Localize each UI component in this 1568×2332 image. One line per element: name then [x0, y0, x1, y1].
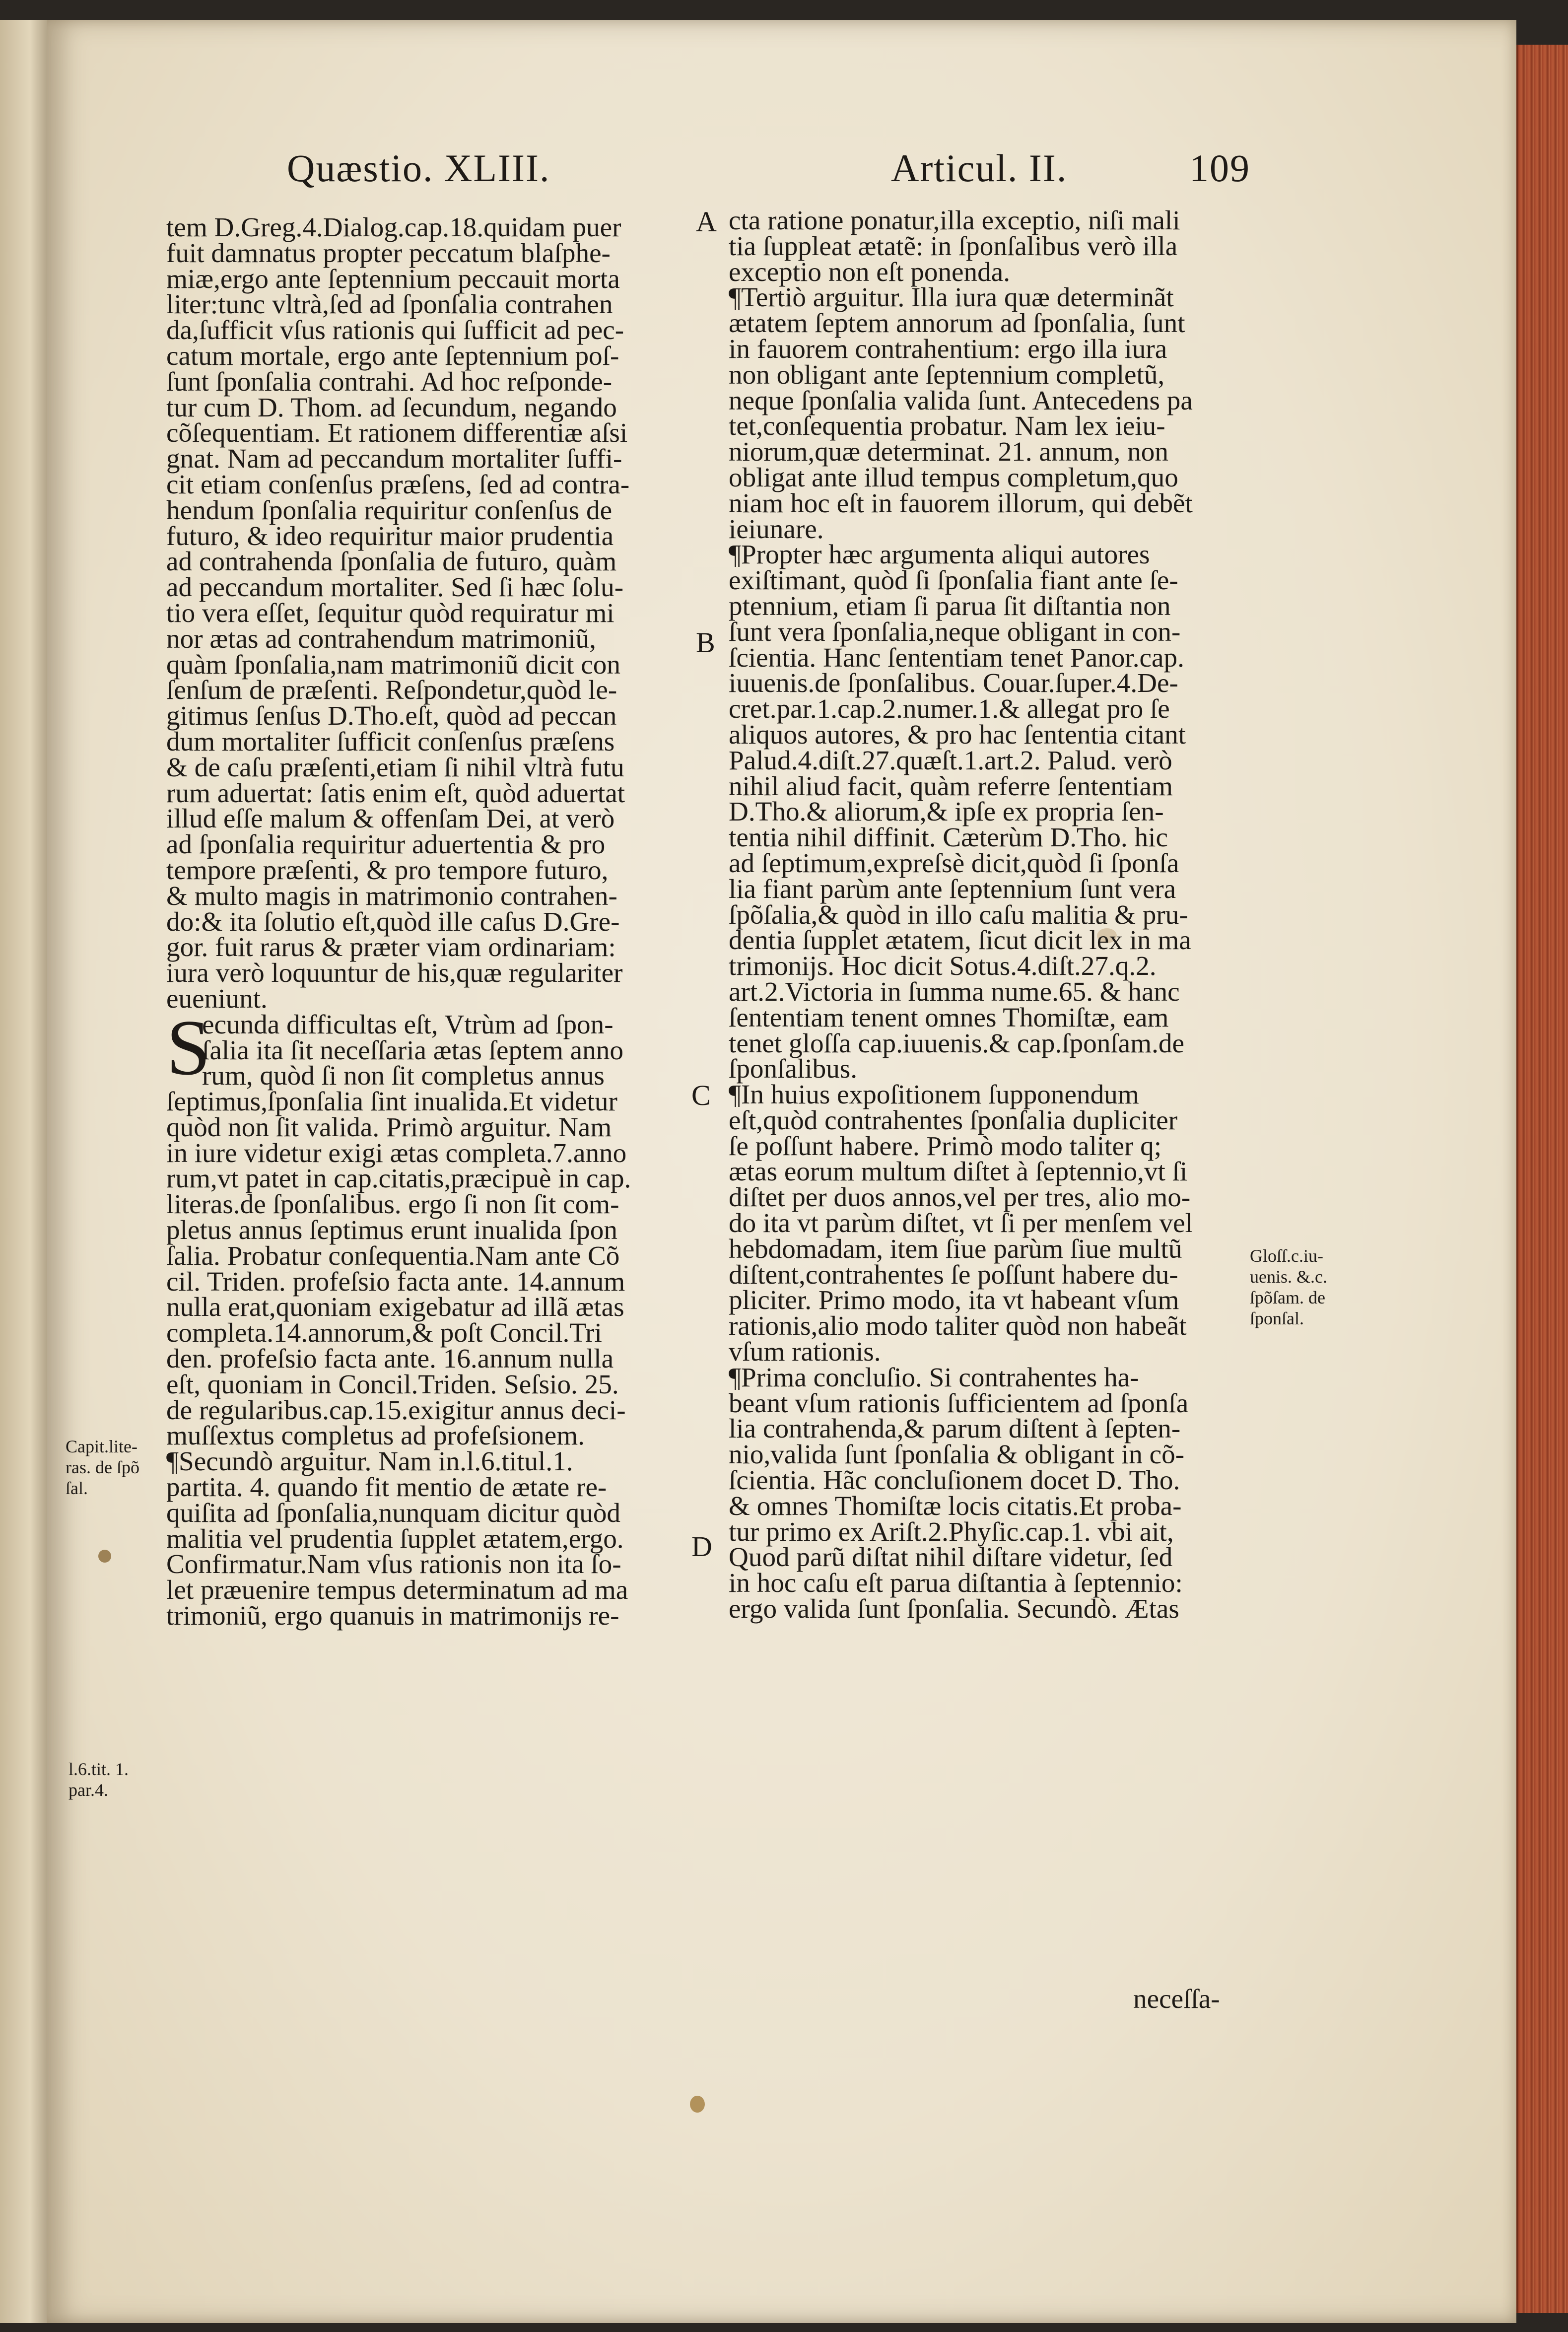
text-line: tenet gloſſa cap.iuuenis.& cap.ſponſam.de: [729, 1028, 1184, 1058]
text-line: Capit.lite-: [66, 1437, 137, 1456]
running-header-center: Articul. II.: [891, 146, 1068, 190]
text-line: & omnes Thomiſtæ locis citatis.Et proba-: [729, 1490, 1182, 1521]
text-line: ſententiam tenent omnes Thomiſtæ, eam: [729, 1002, 1169, 1032]
text-line: quòd non ſit valida. Primò arguitur. Nam: [166, 1111, 612, 1142]
text-line: diſtent,contrahentes ſe poſſunt habere du-: [729, 1259, 1178, 1290]
text-line: ieiunare.: [729, 513, 824, 544]
text-line: ad contrahenda ſponſalia de futuro, quàm: [166, 546, 617, 577]
text-line: exiſtimant, quòd ſi ſponſalia fiant ante ſe-: [729, 565, 1178, 596]
text-line: pletus annus ſeptimus erunt inualida ſpon: [166, 1215, 617, 1245]
dropcap-paragraph: [166, 1003, 631, 1092]
text-line: ecunda difficultas eſt, Vtrùm ad ſpon-: [202, 1009, 614, 1039]
margin-note-l6-tit1: [68, 1759, 129, 1800]
text-line: hendum ſponſalia requiritur conſenſus de: [166, 494, 613, 525]
text-line: ſpõſam. de: [1250, 1288, 1325, 1307]
text-line: cõſequentiam. Et rationem differentiæ aſsi: [166, 417, 628, 448]
text-line: catum mortale, ergo ante ſeptennium poſ-: [166, 340, 619, 371]
text-line: nihil aliud facit, quàm referre ſententiam: [729, 770, 1173, 801]
text-line: ſalia. Probatur conſequentia.Nam ante Cõ: [166, 1240, 620, 1271]
text-line: ſal.: [66, 1478, 88, 1498]
text-line: ſpõſalia,& quòd in illo caſu malitia & pru-: [729, 899, 1188, 930]
text-line: non obligant ante ſeptennium completũ,: [729, 359, 1165, 390]
text-line: muſſextus completus ad profeſsionem.: [166, 1420, 585, 1451]
text-line: ſenſum de præſenti. Reſpondetur,quòd le-: [166, 675, 617, 705]
text-line: beant vſum rationis ſufficientem ad ſponſa: [729, 1387, 1189, 1418]
text-line: ¶Secundò arguitur. Nam in.l.6.titul.1.: [166, 1446, 573, 1477]
text-line: iuuenis.de ſponſalibus. Couar.ſuper.4.De-: [729, 668, 1178, 698]
text-line: ſcientia. Hanc ſententiam tenet Panor.cap.: [729, 642, 1184, 673]
text-line: neque ſponſalia valida ſunt. Antecedens pa: [729, 385, 1193, 415]
text-line: trimonijs. Hoc dicit Sotus.4.diſt.27.q.2.: [729, 951, 1157, 981]
text-line: tur cum D. Thom. ad ſecundum, negando: [166, 392, 617, 422]
text-line: ætatem ſeptem annorum ad ſponſalia, ſunt: [729, 308, 1185, 339]
text-line: & de caſu præſenti,etiam ſi nihil vltrà futu: [166, 752, 624, 782]
text-line: tia ſuppleat ætatẽ: in ſponſalibus verò illa: [729, 230, 1178, 261]
text-line: cret.par.1.cap.2.numer.1.& allegat pro ſe: [729, 693, 1170, 724]
text-line: ſponſalibus.: [729, 1053, 858, 1084]
text-line: ¶In huius expoſitionem ſupponendum: [729, 1079, 1139, 1110]
text-line: nulla erat,quoniam exigebatur ad illã ætas: [166, 1292, 624, 1322]
text-line: ſeptimus,ſponſalia ſint inualida.Et videtur: [166, 1086, 617, 1117]
text-line: liter:tunc vltrà,ſed ad ſponſalia contrahen: [166, 289, 613, 320]
text-line: vſum rationis.: [729, 1336, 881, 1367]
text-line: gor. fuit rarus & præter viam ordinariam:: [166, 932, 616, 962]
text-line: art.2.Victoria in ſumma nume.65. & hanc: [729, 976, 1180, 1007]
text-line: dum mortaliter ſufficit conſenſus præſens: [166, 726, 615, 756]
text-line: exceptio non eſt ponenda.: [729, 256, 1011, 287]
text-line: quàm ſponſalia,nam matrimoniũ dicit con: [166, 649, 620, 680]
section-letter-c: C: [691, 1079, 711, 1111]
text-line: ætas eorum multum diſtet à ſeptennio,vt ſi: [729, 1156, 1188, 1187]
text-line: cit etiam conſenſus præſens, ſed ad contra-: [166, 469, 630, 499]
text-line: rum,vt patet in cap.citatis,præcipuè in cap.: [166, 1163, 631, 1194]
text-line: nio,valida ſunt ſponſalia & obligant in cõ-: [729, 1439, 1185, 1470]
text-line: do ita vt parùm diſtet, vt ſi per menſem vel: [729, 1208, 1193, 1238]
text-line: den. profeſsio facta ante. 16.annum nulla: [166, 1343, 614, 1374]
text-line: Palud.4.diſt.27.quæſt.1.art.2. Palud. verò: [729, 745, 1172, 775]
text-line: ad ſeptimum,expreſsè dicit,quòd ſi ſponſa: [729, 847, 1179, 878]
text-line: pliciter. Primo modo, ita vt habeant vſum: [729, 1285, 1179, 1315]
text-line: eueniunt.: [166, 983, 268, 1014]
text-line: lia contrahenda,& parum diſtent à ſepten-: [729, 1413, 1181, 1444]
left-column-block-1: [166, 214, 631, 1012]
text-line: rum, quòd ſi non ſit completus annus: [202, 1060, 605, 1091]
stain-mark: [690, 2096, 705, 2113]
section-letter-d: D: [691, 1530, 712, 1563]
text-line: & multo magis in matrimonio contrahen-: [166, 880, 617, 911]
text-line: ¶Prima concluſio. Si contrahentes ha-: [729, 1362, 1139, 1392]
text-line: ſponſal.: [1250, 1308, 1304, 1328]
text-line: malitia vel prudentia ſupplet ætatem,ergo.: [166, 1523, 624, 1554]
text-line: literas.de ſponſalibus. ergo ſi non ſit com-: [166, 1189, 619, 1220]
text-line: Confirmatur.Nam vſus rationis non ita ſo-: [166, 1549, 621, 1579]
text-line: fuit damnatus propter peccatum blaſphe-: [166, 237, 611, 268]
text-line: Gloſſ.c.iu-: [1250, 1246, 1323, 1266]
page-block-red-edge: [1516, 45, 1568, 2313]
text-line: diſtet per duos annos,vel per tres, alio mo-: [729, 1182, 1191, 1213]
text-line: hebdomadam, item ſiue parùm ſiue multũ: [729, 1233, 1182, 1264]
dropcap-lines: [166, 1009, 631, 1091]
section-letter-a: A: [696, 206, 717, 238]
text-line: in fauorem contrahentium: ergo illa iura: [729, 333, 1167, 364]
margin-note-capit-literas: [66, 1436, 139, 1499]
text-line: tio vera eſſet, ſequitur quòd requiratur mi: [166, 597, 614, 628]
running-header-left: Quæstio. XLIII.: [287, 146, 550, 190]
previous-leaf-edge: [0, 20, 55, 2323]
text-line: in iure videtur exigi ætas completa.7.anno: [166, 1137, 627, 1168]
text-line: ergo valida ſunt ſponſalia. Secundò. Ætas: [729, 1593, 1179, 1624]
section-letter-b: B: [696, 626, 715, 659]
text-line: ¶Propter hæc argumenta aliqui autores: [729, 539, 1150, 570]
text-line: gnat. Nam ad peccandum mortaliter ſuffi-: [166, 443, 622, 474]
text-line: ras. de ſpõ: [66, 1457, 139, 1477]
text-line: eſt, quoniam in Concil.Triden. Seſsio. 25.: [166, 1369, 619, 1399]
text-line: let præuenire tempus determinatum ad ma: [166, 1575, 628, 1605]
text-line: rationis,alio modo taliter quòd non habeãt: [729, 1310, 1187, 1341]
text-line: tur primo ex Ariſt.2.Phyſic.cap.1. vbi ait,: [729, 1516, 1174, 1547]
text-line: nor ætas ad contrahendum matrimoniũ,: [166, 623, 596, 654]
text-line: niam hoc eſt in fauorem illorum, qui debẽt: [729, 487, 1193, 518]
text-line: illud eſſe malum & offenſam Dei, at verò: [166, 803, 615, 834]
text-line: ſunt vera ſponſalia,neque obligant in con-: [729, 616, 1181, 647]
text-line: lia fiant parùm ante ſeptennium ſunt vera: [729, 873, 1176, 904]
text-line: cta ratione ponatur,illa exceptio, niſi mali: [729, 205, 1180, 235]
text-line: partita. 4. quando fit mentio de ætate re-: [166, 1472, 607, 1503]
text-line: trimoniũ, ergo quanuis in matrimonijs re-: [166, 1600, 619, 1631]
text-line: miæ,ergo ante ſeptennium peccauit morta: [166, 263, 620, 294]
text-line: ſe poſſunt habere. Primò modo taliter q;: [729, 1130, 1162, 1161]
text-line: completa.14.annorum,& poſt Concil.Tri: [166, 1317, 602, 1348]
text-line: uenis. &.c.: [1250, 1267, 1327, 1287]
text-line: tempore præſenti, & pro tempore futuro,: [166, 854, 609, 885]
margin-note-gloss-iuuenis: [1250, 1245, 1327, 1329]
text-line: ptennium, etiam ſi parua ſit diſtantia non: [729, 590, 1171, 621]
text-line: obligat ante illud tempus completum,quo: [729, 462, 1178, 492]
text-line: cil. Triden. profeſsio facta ante. 14.annum: [166, 1266, 625, 1297]
stain-mark: [98, 1550, 111, 1563]
right-column-text: [729, 207, 1193, 1622]
left-column-block-2: [166, 1086, 631, 1631]
text-line: dentia ſupplet ætatem, ſicut dicit lex in ma: [729, 925, 1191, 956]
text-line: Quod parũ diſtat nihil diſtare videtur, ſed: [729, 1542, 1173, 1573]
text-line: tet,conſequentia probatur. Nam lex ieiu-: [729, 411, 1165, 441]
text-line: tem D.Greg.4.Dialog.cap.18.quidam puer: [166, 212, 621, 242]
text-line: iura verò loquuntur de his,quæ regulariter: [166, 958, 623, 988]
text-line: par.4.: [68, 1780, 108, 1800]
text-line: ad ſponſalia requiritur aduertentia & pro: [166, 829, 606, 860]
text-line: ſalia ita ſit neceſſaria ætas ſeptem anno: [202, 1034, 623, 1065]
text-line: in hoc caſu eſt parua diſtantia à ſeptennio:: [729, 1568, 1183, 1598]
text-line: ad peccandum mortaliter. Sed ſi hæc ſolu-: [166, 572, 624, 603]
text-line: ſcientia. Hãc concluſionem docet D. Tho.: [729, 1465, 1180, 1496]
text-line: tentia nihil diffinit. Cæterùm D.Tho. hic: [729, 822, 1168, 853]
page-number: 109: [1189, 146, 1250, 190]
left-column-text: [166, 214, 631, 1629]
drop-cap: S: [166, 1003, 210, 1092]
text-line: l.6.tit. 1.: [68, 1759, 129, 1779]
text-line: rum aduertat: ſatis enim eſt, quòd aduertat: [166, 777, 625, 808]
text-line: de regularibus.cap.15.exigitur annus deci-: [166, 1394, 626, 1425]
catchword: neceſſa-: [1133, 1984, 1220, 2014]
text-line: futuro, & ideo requiritur maior prudentia: [166, 520, 614, 551]
text-line: ¶Tertiò arguitur. Illa iura quæ determinãt: [729, 282, 1174, 313]
text-line: do:& ita ſolutio eſt,quòd ille caſus D.Gre-: [166, 906, 620, 937]
text-line: D.Tho.& aliorum,& ipſe ex propria ſen-: [729, 796, 1164, 827]
text-line: niorum,quæ determinat. 21. annum, non: [729, 436, 1168, 467]
text-line: gitimus ſenſus D.Tho.eſt, quòd ad peccan: [166, 700, 617, 731]
text-line: eſt,quòd contrahentes ſponſalia dupliciter: [729, 1104, 1178, 1135]
text-line: aliquos autores, & pro hac ſententia citant: [729, 719, 1186, 750]
text-line: ſunt ſponſalia contrahi. Ad hoc reſponde-: [166, 366, 613, 397]
text-line: quiſita ad ſponſalia,nunquam dicitur quòd: [166, 1497, 621, 1528]
text-line: da,ſufficit vſus rationis qui ſufficit ad pec-: [166, 315, 624, 345]
